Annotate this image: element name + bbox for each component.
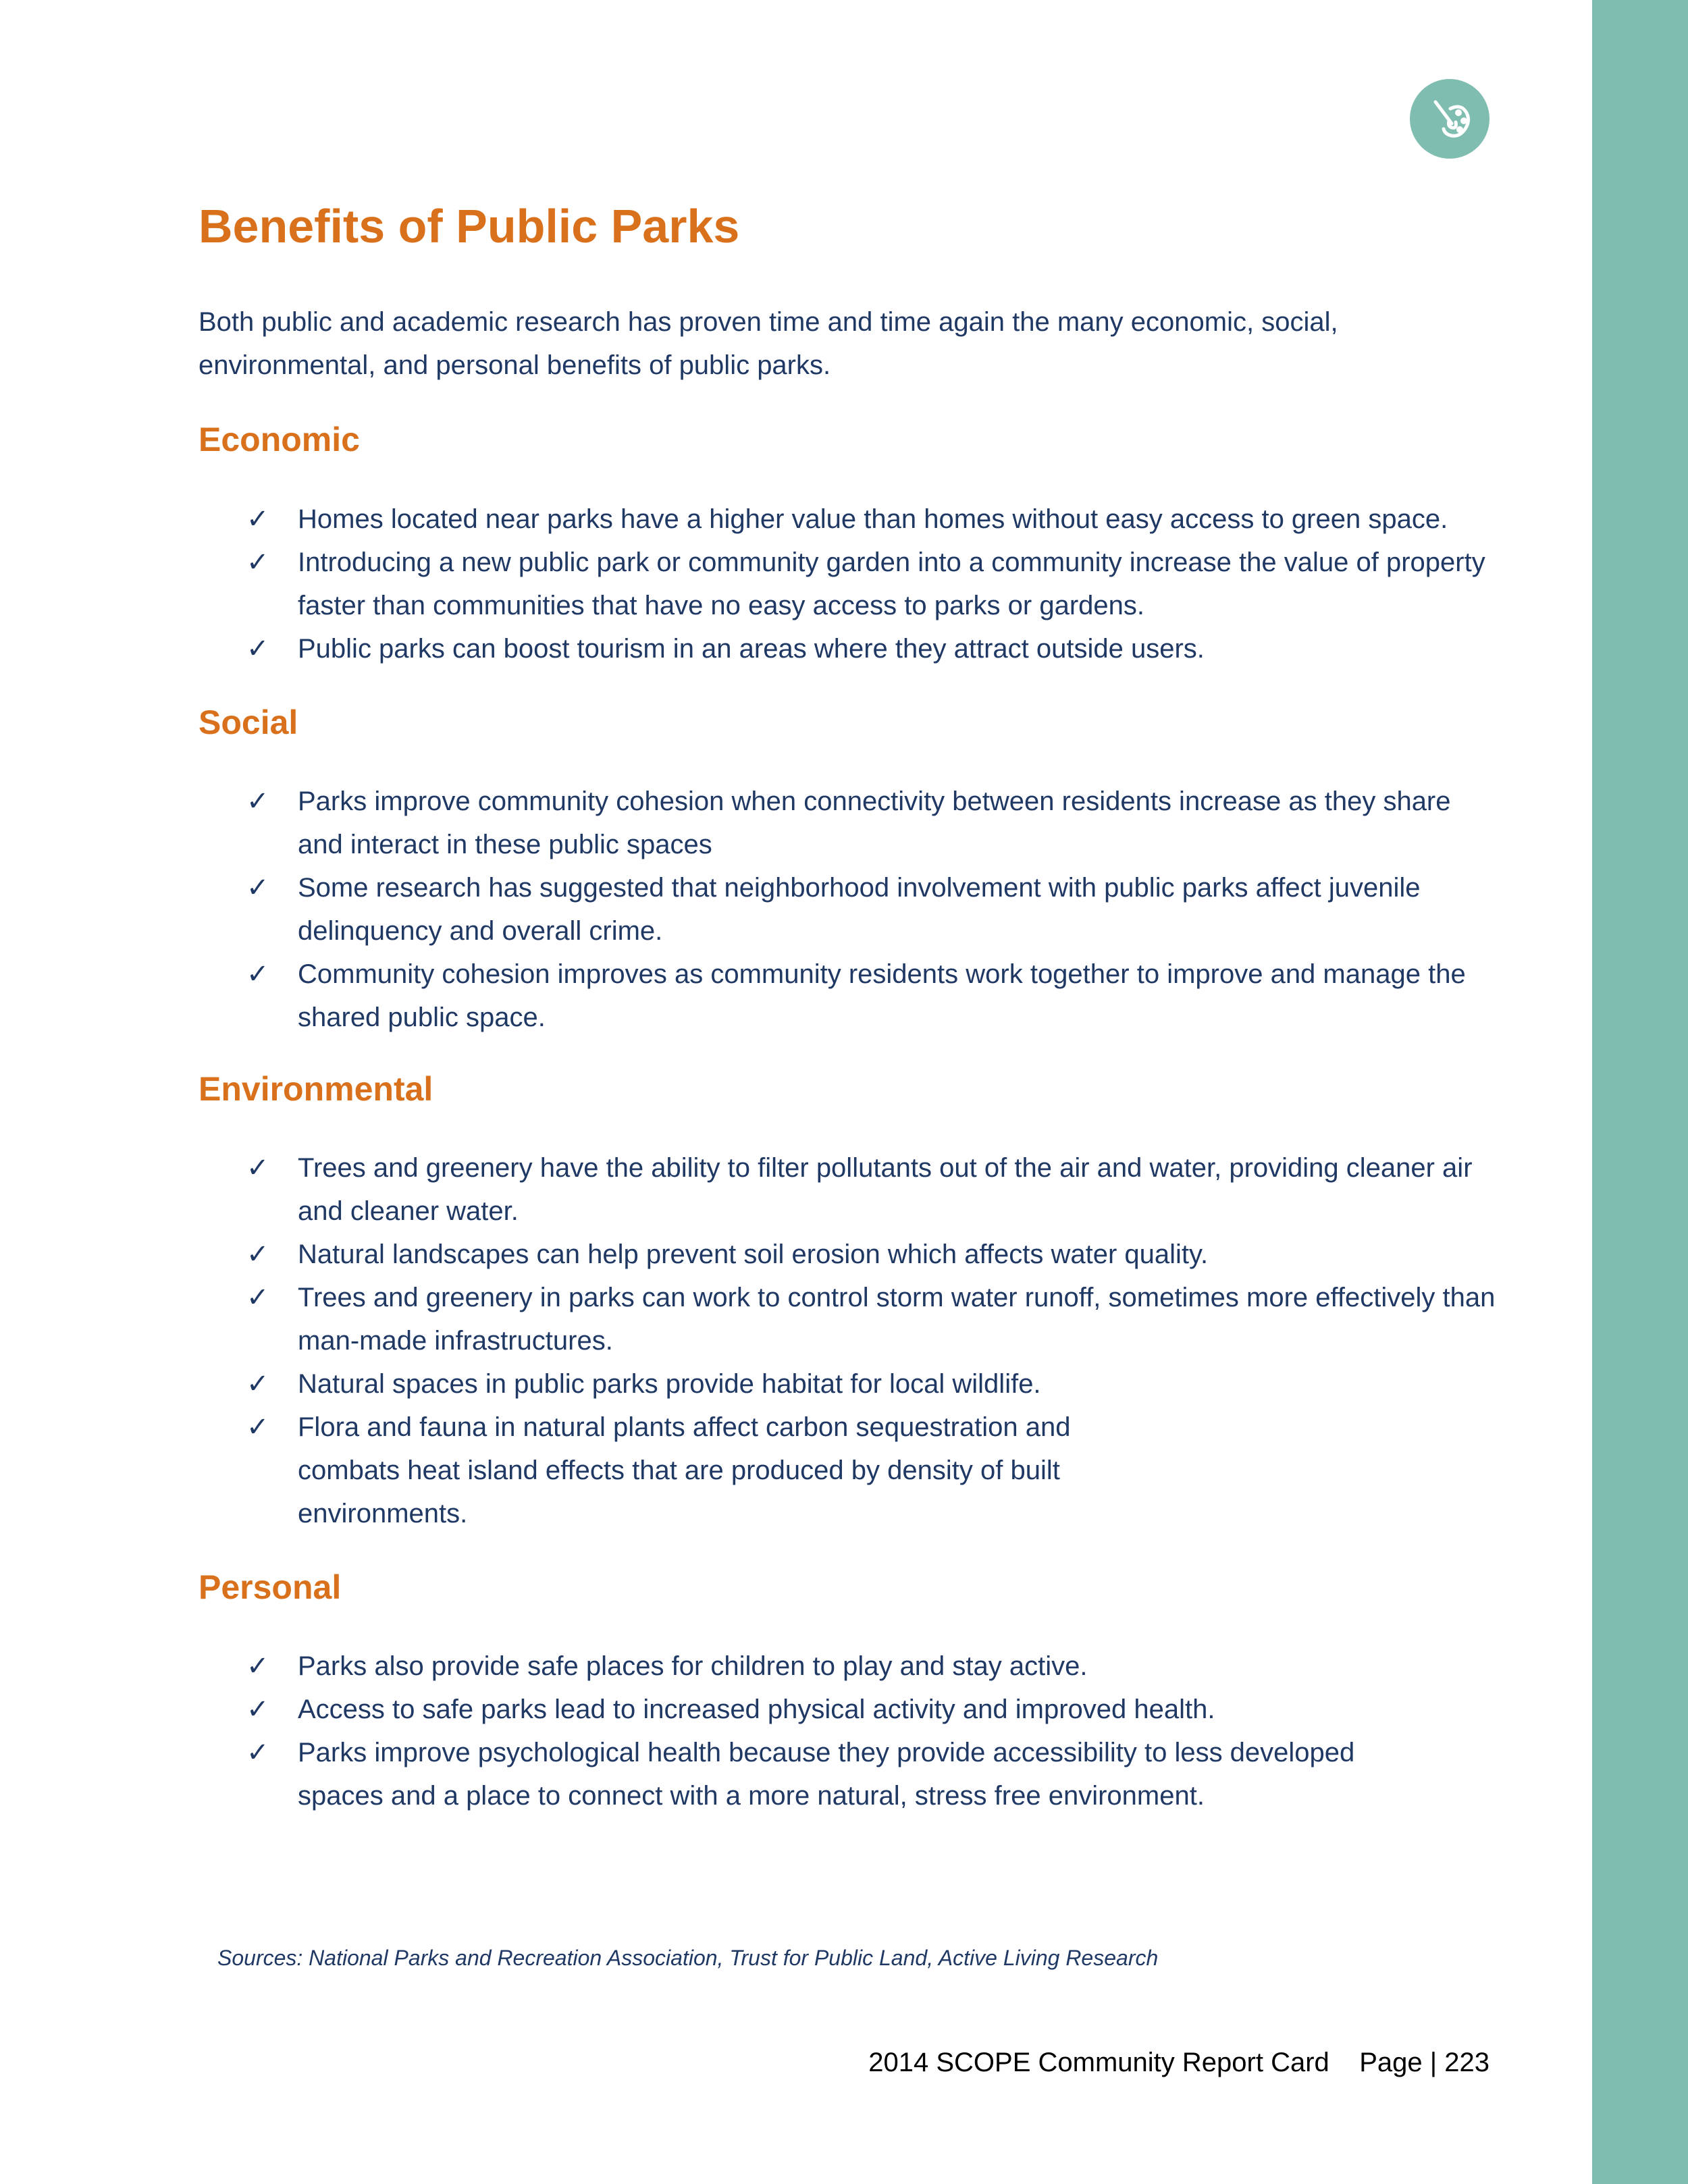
list-item: [246, 866, 1502, 953]
check-mark-icon: ✓: [246, 547, 269, 578]
list-item: [246, 780, 1502, 866]
list-item-text: Introducing a new public park or community garden into a community increase the value of property faster than communities that have no easy access to parks or gardens.: [298, 548, 1485, 620]
paint-palette-icon: [1410, 79, 1489, 159]
section-heading-social: Social: [199, 703, 298, 741]
check-mark-icon: ✓: [246, 633, 269, 664]
list-item-text: Parks improve community cohesion when connectivity between residents increase as they share and interact in these public spaces: [298, 787, 1451, 859]
check-mark-icon: ✓: [246, 504, 269, 535]
check-mark-icon: ✓: [246, 872, 269, 903]
check-mark-icon: ✓: [246, 1152, 269, 1183]
environmental-benefits-list: [246, 1146, 1502, 1535]
list-item: [246, 1362, 1502, 1406]
list-item-text: Trees and greenery in parks can work to control storm water runoff, sometimes more effectively than man-made infrastructures.: [298, 1283, 1496, 1356]
side-color-bar: [1592, 0, 1688, 2184]
list-item: [246, 953, 1502, 1039]
check-mark-icon: ✓: [246, 1239, 269, 1270]
list-item-text: Public parks can boost tourism in an areas where they attract outside users.: [298, 634, 1205, 664]
page-footer: [868, 2048, 1489, 2078]
check-mark-icon: ✓: [246, 786, 269, 817]
check-mark-icon: ✓: [246, 1651, 269, 1682]
check-mark-icon: ✓: [246, 1412, 269, 1443]
list-item: [246, 1688, 1502, 1731]
list-item-text: Homes located near parks have a higher value than homes without easy access to green space.: [298, 504, 1448, 534]
list-item-text: Natural spaces in public parks provide habitat for local wildlife.: [298, 1369, 1041, 1399]
sources-note: Sources: National Parks and Recreation Association, Trust for Public Land, Active Living Research: [217, 1946, 1159, 1970]
list-item: [246, 1233, 1502, 1276]
section-heading-economic: Economic: [199, 421, 360, 458]
list-item-text: Trees and greenery have the ability to filter pollutants out of the air and water, providing cleaner air and cleaner water.: [298, 1153, 1473, 1226]
economic-benefits-list: [246, 498, 1502, 670]
check-mark-icon: ✓: [246, 1282, 269, 1313]
personal-benefits-list: [246, 1645, 1502, 1817]
list-item-text: Community cohesion improves as community residents work together to improve and manage the shared public space.: [298, 959, 1466, 1032]
list-item: [246, 1731, 1394, 1817]
social-benefits-list: [246, 780, 1502, 1039]
footer-report-title: 2014 SCOPE Community Report Card: [868, 2048, 1329, 2077]
intro-paragraph: Both public and academic research has proven time and time again the many economic, social, environmental, and personal benefits of public parks.: [199, 307, 1338, 380]
check-mark-icon: ✓: [246, 959, 269, 990]
page-title: Benefits of Public Parks: [199, 200, 740, 252]
list-item: [246, 541, 1502, 627]
list-item-text: Some research has suggested that neighborhood involvement with public parks affect juvenile delinquency and overall crime.: [298, 873, 1421, 946]
section-heading-environmental: Environmental: [199, 1070, 433, 1108]
list-item: [246, 1406, 1124, 1535]
list-item: [246, 627, 1502, 670]
list-item: [246, 1645, 1502, 1688]
check-mark-icon: ✓: [246, 1694, 269, 1725]
check-mark-icon: ✓: [246, 1368, 269, 1400]
footer-spacer: [1329, 2048, 1359, 2077]
list-item-text: Natural landscapes can help prevent soil erosion which affects water quality.: [298, 1240, 1209, 1269]
check-mark-icon: ✓: [246, 1737, 269, 1768]
list-item-text: Flora and fauna in natural plants affect carbon sequestration and combats heat island effects that are produced by density of built environments.: [298, 1412, 1071, 1528]
footer-page-number: Page | 223: [1359, 2048, 1489, 2077]
list-item-text: Parks improve psychological health because they provide accessibility to less developed spaces and a place to connect with a more natural, stress free environment.: [298, 1738, 1355, 1811]
list-item-text: Access to safe parks lead to increased physical activity and improved health.: [298, 1695, 1215, 1724]
list-item: [246, 1276, 1502, 1362]
list-item: [246, 1146, 1502, 1233]
section-heading-personal: Personal: [199, 1568, 342, 1606]
list-item: [246, 498, 1502, 541]
list-item-text: Parks also provide safe places for children to play and stay active.: [298, 1651, 1088, 1681]
